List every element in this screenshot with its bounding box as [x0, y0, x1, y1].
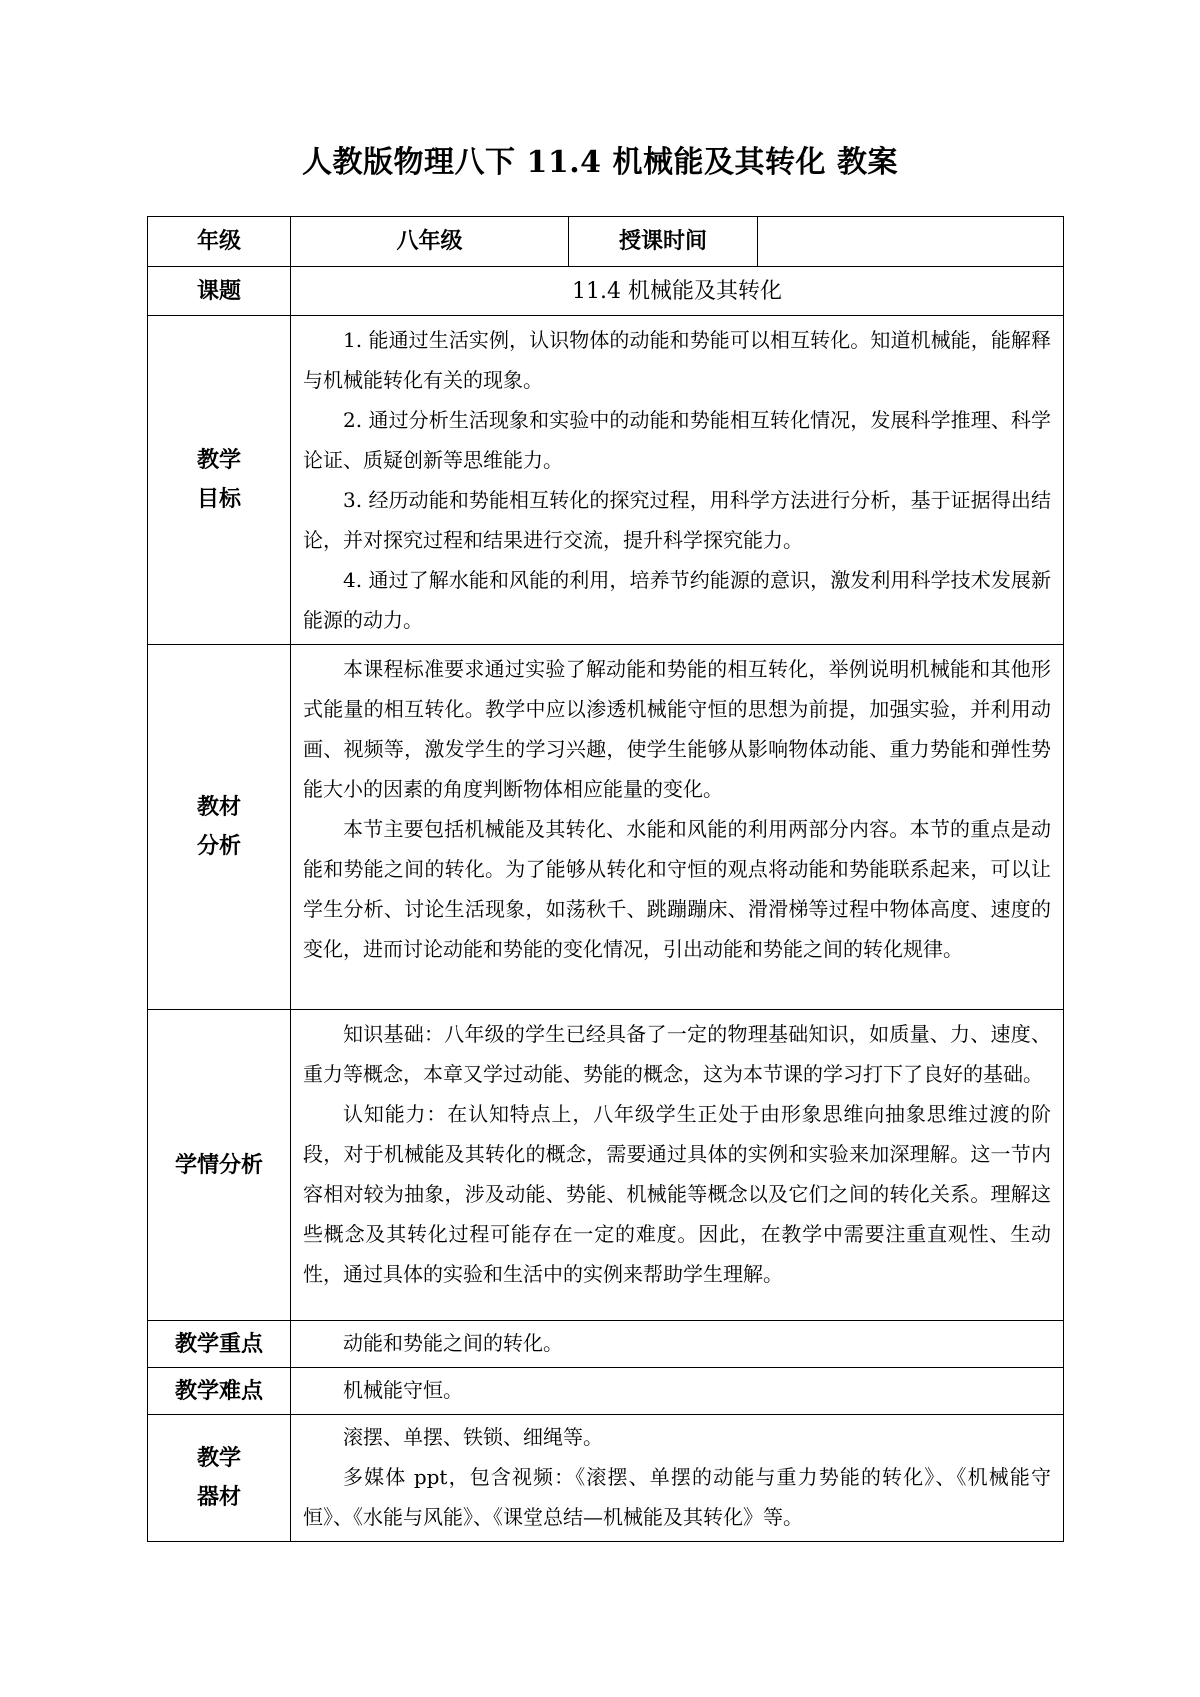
goals-row	[148, 316, 1064, 645]
time-label: 授课时间	[569, 217, 758, 267]
learner-paragraph: 认知能力：在认知特点上，八年级学生正处于由形象思维向抽象思维过渡的阶段，对于机械能及其转化的概念，需要通过具体的实例和实验来加深理解。这一节内容相对较为抽象，涉及动能、势能、机械能等概念以及它们之间的转化关系。理解这些概念及其转化过程可能存在一定的难度。因此，在教学中需要注重直观性、生动性，通过具体的实验和生活中的实例来帮助学生理解。	[303, 1102, 1051, 1286]
topic-row	[148, 267, 1064, 316]
key-point-row	[148, 1321, 1064, 1368]
tools-content	[291, 1415, 1064, 1542]
time-value	[758, 217, 1064, 267]
key-point-content	[291, 1321, 1064, 1368]
difficulty-value: 机械能守恒。	[343, 1378, 463, 1402]
learner-row	[148, 1010, 1064, 1321]
tools-paragraph: 滚摆、单摆、铁锁、细绳等。	[343, 1425, 603, 1449]
goal-item: 3. 经历动能和势能相互转化的探究过程，用科学方法进行分析，基于证据得出结论，并对探究过程和结果进行交流，提升科学探究能力。	[303, 488, 1051, 552]
tools-label: 教学 器材	[148, 1415, 291, 1542]
grade-value: 八年级	[291, 217, 569, 267]
grade-row	[148, 217, 1064, 267]
learner-label: 学情分析	[148, 1010, 291, 1321]
material-paragraph: 本节主要包括机械能及其转化、水能和风能的利用两部分内容。本节的重点是动能和势能之间的转化。为了能够从转化和守恒的观点将动能和势能联系起来，可以让学生分析、讨论生活现象，如荡秋千、跳蹦蹦床、滑滑梯等过程中物体高度、速度的变化，进而讨论动能和势能的变化情况，引出动能和势能之间的转化规律。	[303, 817, 1051, 961]
goal-item: 1. 能通过生活实例，认识物体的动能和势能可以相互转化。知道机械能，能解释与机械能转化有关的现象。	[303, 328, 1051, 392]
tools-paragraph: 多媒体 ppt，包含视频：《滚摆、单摆的动能与重力势能的转化》、《机械能守恒》、《水能与风能》、《课堂总结—机械能及其转化》等。	[303, 1465, 1051, 1529]
material-label: 教材 分析	[148, 645, 291, 1010]
goals-label: 教学 目标	[148, 316, 291, 645]
grade-label: 年级	[148, 217, 291, 267]
document-title: 人教版物理八下 11.4 机械能及其转化 教案	[302, 145, 898, 180]
key-point-label: 教学重点	[148, 1321, 291, 1368]
learner-content	[291, 1010, 1064, 1321]
goal-item: 4. 通过了解水能和风能的利用，培养节约能源的意识，激发利用科学技术发展新能源的动力。	[303, 568, 1051, 632]
goals-content	[291, 316, 1064, 645]
tools-row	[148, 1415, 1064, 1542]
material-paragraph: 本课程标准要求通过实验了解动能和势能的相互转化，举例说明机械能和其他形式能量的相互转化。教学中应以渗透机械能守恒的思想为前提，加强实验，并利用动画、视频等，激发学生的学习兴趣，使学生能够从影响物体动能、重力势能和弹性势能大小的因素的角度判断物体相应能量的变化。	[303, 657, 1051, 801]
difficulty-row	[148, 1368, 1064, 1415]
material-content	[291, 645, 1064, 1010]
material-row	[148, 645, 1064, 1010]
goal-item: 2. 通过分析生活现象和实验中的动能和势能相互转化情况，发展科学推理、科学论证、质疑创新等思维能力。	[303, 408, 1051, 472]
topic-value: 11.4 机械能及其转化	[291, 267, 1064, 316]
difficulty-label: 教学难点	[148, 1368, 291, 1415]
lesson-plan-table	[147, 216, 1064, 1542]
topic-label: 课题	[148, 267, 291, 316]
difficulty-content	[291, 1368, 1064, 1415]
key-point-value: 动能和势能之间的转化。	[343, 1331, 563, 1355]
learner-paragraph: 知识基础：八年级的学生已经具备了一定的物理基础知识，如质量、力、速度、重力等概念，本章又学过动能、势能的概念，这为本节课的学习打下了良好的基础。	[303, 1022, 1051, 1086]
